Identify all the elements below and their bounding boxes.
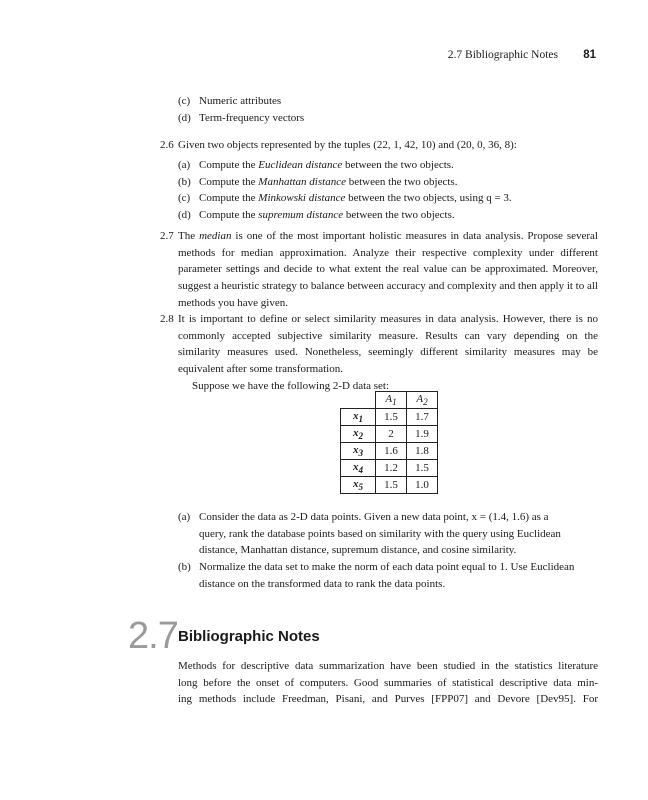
table-cell: 1.5: [376, 409, 407, 426]
paragraph-line: Methods for descriptive data summarization have been studied in the statistics literature: [178, 660, 598, 672]
section-paragraph: [178, 658, 598, 708]
list-item-text: Term-frequency vectors: [199, 111, 305, 124]
problem-2-6-items: [178, 157, 598, 224]
row-header: $x_1$: [341, 409, 376, 426]
paragraph-line: ing methods include Freedman, Pisani, and Purves [FPP07] and Devore [Dev95]. For: [178, 693, 598, 706]
list-item-continuation: distance on the transformed data to rank the data points.: [199, 577, 446, 590]
list-item: [178, 559, 598, 576]
row-header: $x_5$: [341, 477, 376, 494]
list-item: [178, 509, 598, 526]
problem-2-6: [160, 137, 598, 154]
running-head: [160, 49, 598, 65]
list-item-label: (d): [178, 209, 191, 222]
list-item-text: Normalize the data set to make the norm of each data point equal to 1. Use Euclidean: [199, 561, 575, 574]
list-item: [178, 207, 598, 224]
list-item-label: (b): [178, 561, 191, 574]
table-cell: 1.6: [376, 443, 407, 460]
list-item-continuation: query, rank the database points based on similarity with the query using Euclidean: [199, 527, 561, 540]
list-item: [178, 190, 598, 207]
section-title: Bibliographic Notes: [178, 628, 320, 645]
problem-text: It is important to define or select similarity measures in data analysis. However, there is no commonly accepted subjective similarity measure. Results can vary depending on the similarity measures used. Nonetheless, seemingly different similarity measures may be equivalent after some transformation.: [178, 313, 598, 376]
table-row: [341, 409, 438, 426]
table-header-row: [341, 392, 438, 409]
problem-2-7: [160, 228, 598, 312]
list-item-label: (b): [178, 175, 191, 188]
list-item: [178, 174, 598, 191]
table-cell: 1.7: [407, 409, 438, 426]
paragraph-line: long before the onset of computers. Good summaries of statistical descriptive data min-: [178, 676, 598, 689]
list-item-text: Consider the data as 2-D data points. Given a new data point, x = (1.4, 1.6) as a: [199, 511, 549, 523]
list-item-continuation: distance, Manhattan distance, supremum distance, and cosine similarity.: [199, 544, 517, 557]
table-row: [341, 443, 438, 460]
table-row: [341, 460, 438, 477]
table-cell: 2: [376, 426, 407, 443]
table-cell: 1.0: [407, 477, 438, 494]
list-item-label: (c): [178, 95, 191, 107]
data-table: [340, 391, 438, 494]
problem-intro: Given two objects represented by the tuples (22, 1, 42, 10) and (20, 0, 36, 8):: [178, 139, 517, 151]
problem-text: The median is one of the most important holistic measures in data analysis. Propose several methods for median approximation. Analyze their respective complexity under different parameter settings and decide to what extent the real value can be approximated. Moreover, suggest a heuristic strategy to balance between accuracy and complexity and then apply it to all methods you have given.: [178, 230, 598, 309]
table-cell: 1.8: [407, 443, 438, 460]
problem-number: 2.7: [160, 230, 174, 242]
list-item-text: Compute the Minkowski distance between the two objects, using q = 3.: [199, 192, 512, 205]
table-cell: 1.2: [376, 460, 407, 477]
list-item-text: Numeric attributes: [199, 95, 282, 107]
problem-number: 2.6: [160, 139, 174, 151]
page-number: 81: [583, 49, 596, 61]
row-header: $x_3$: [341, 443, 376, 460]
list-item-text: Compute the Manhattan distance between the two objects.: [199, 175, 458, 188]
running-head-section: 2.7 Bibliographic Notes: [447, 49, 558, 61]
table-corner: [341, 392, 376, 409]
problem-number: 2.8: [160, 313, 174, 325]
column-header: $A_1$: [376, 392, 407, 409]
table-row: [341, 477, 438, 494]
table-cell: 1.9: [407, 426, 438, 443]
table-row: [341, 426, 438, 443]
column-header: $A_2$: [407, 392, 438, 409]
list-item: [178, 157, 598, 174]
list-item-label: (a): [178, 511, 191, 523]
problem-2-8: [160, 311, 598, 395]
list-item-text: Compute the Euclidean distance between the two objects.: [199, 159, 454, 171]
table-cell: 1.5: [407, 460, 438, 477]
row-header: $x_4$: [341, 460, 376, 477]
list-item: [178, 110, 598, 127]
list-item-label: (a): [178, 159, 191, 171]
problem-2-8-items: [178, 509, 598, 592]
list-item: [178, 93, 598, 110]
row-header: $x_2$: [341, 426, 376, 443]
suppose-line: Suppose we have the following 2-D data set:: [192, 379, 390, 392]
continued-list: [178, 93, 598, 126]
list-item-text: Compute the supremum distance between the two objects.: [199, 209, 455, 222]
table-cell: 1.5: [376, 477, 407, 494]
list-item-label: (c): [178, 192, 191, 205]
list-item-label: (d): [178, 111, 191, 124]
section-number: 2.7: [128, 615, 178, 657]
